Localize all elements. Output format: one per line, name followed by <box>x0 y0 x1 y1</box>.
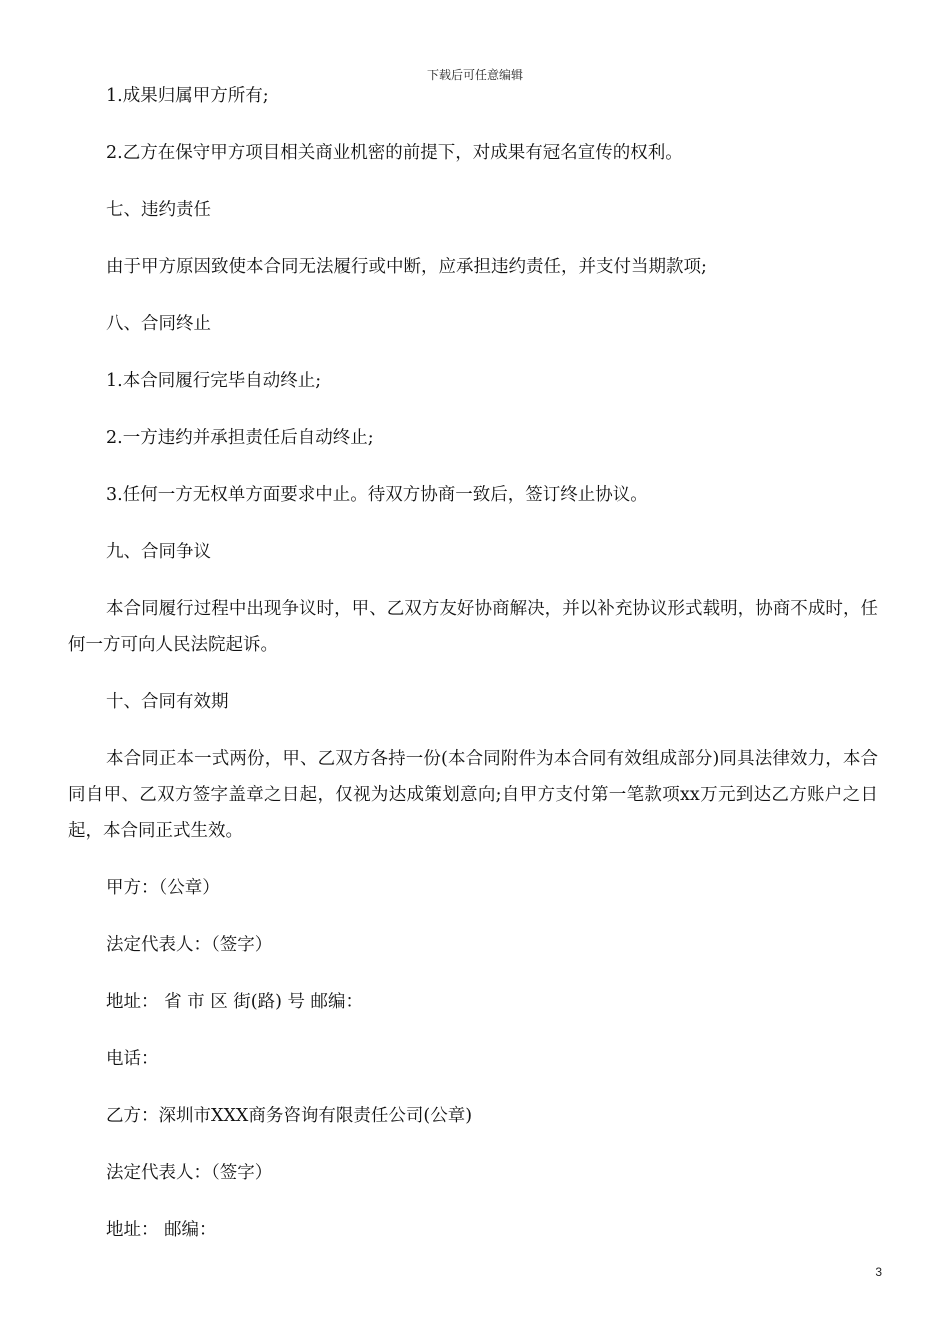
party-a-address: 地址： 省 市 区 街(路) 号 邮编： <box>106 992 364 1012</box>
paragraph-6: 3.任何一方无权单方面要求中止。待双方协商一致后，签订终止协议。 <box>106 485 648 505</box>
paragraph-8: 本合同正本一式两份，甲、乙双方各持一份(本合同附件为本合同有效组成部分)同具法律效力，本合同自甲、乙双方签字盖章之日起，仅视为达成策划意向;自甲方支付第一笔款项xx万元到达乙方账户之日起，本合同正式生效。 <box>68 749 878 841</box>
section-heading-8: 八、合同终止 <box>106 314 211 334</box>
party-b-representative: 法定代表人：（签字） <box>106 1163 273 1183</box>
paragraph-3: 由于甲方原因致使本合同无法履行或中断，应承担违约责任，并支付当期款项; <box>106 257 707 277</box>
party-b-label: 乙方：深圳市XXX商务咨询有限责任公司(公章) <box>106 1106 473 1126</box>
paragraph-2: 2.乙方在保守甲方项目相关商业机密的前提下，对成果有冠名宣传的权利。 <box>106 143 683 163</box>
document-body <box>68 78 878 1248</box>
paragraph-4: 1.本合同履行完毕自动终止; <box>106 371 322 391</box>
party-a-representative: 法定代表人：（签字） <box>106 935 273 955</box>
section-heading-10: 十、合同有效期 <box>106 692 229 712</box>
section-heading-7: 七、违约责任 <box>106 200 211 220</box>
party-a-phone: 电话： <box>106 1049 159 1069</box>
party-a-label: 甲方：（公章） <box>106 878 220 898</box>
header-note: 下载后可任意编辑 <box>426 68 523 82</box>
paragraph-1: 1.成果归属甲方所有; <box>106 86 269 106</box>
paragraph-7: 本合同履行过程中出现争议时，甲、乙双方友好协商解决，并以补充协议形式载明，协商不成时，任何一方可向人民法院起诉。 <box>68 599 878 655</box>
section-heading-9: 九、合同争议 <box>106 542 211 562</box>
paragraph-5: 2.一方违约并承担责任后自动终止; <box>106 428 374 448</box>
page-number: 3 <box>875 1265 882 1279</box>
party-b-address: 地址： 邮编： <box>106 1220 217 1240</box>
